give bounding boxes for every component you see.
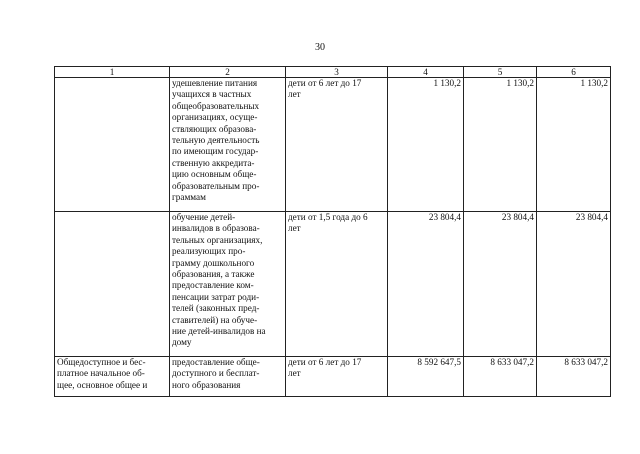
- table-row: [55, 78, 611, 212]
- column-header-2: 2: [170, 67, 286, 78]
- header-row: [55, 67, 611, 78]
- amount-cell: 8 633 047,2: [537, 357, 611, 397]
- recipients-cell: дети от 6 лет до 17 лет: [286, 357, 388, 397]
- amount-cell: 23 804,4: [537, 212, 611, 357]
- budget-table: [54, 66, 611, 397]
- column-header-1: 1: [55, 67, 170, 78]
- table-row: [55, 212, 611, 357]
- category-cell: Общедоступное и бес- платное начальное об- щее, основное общее и: [55, 357, 170, 397]
- amount-cell: 1 130,2: [537, 78, 611, 212]
- amount-cell: 1 130,2: [464, 78, 537, 212]
- service-cell: обучение детей- инвалидов в образова- тельных организациях, реализующих про- грамму дошкольного образования, а также предоставление ком- пенсации затрат роди- телей (законных пред- ставителей) на обуче- ние детей-инвалидов на дому: [170, 212, 286, 357]
- column-header-4: 4: [388, 67, 464, 78]
- column-header-3: 3: [286, 67, 388, 78]
- column-header-5: 5: [464, 67, 537, 78]
- recipients-cell: дети от 6 лет до 17 лет: [286, 78, 388, 212]
- recipients-cell: дети от 1,5 года до 6 лет: [286, 212, 388, 357]
- category-cell: [55, 78, 170, 212]
- amount-cell: 1 130,2: [388, 78, 464, 212]
- amount-cell: 8 633 047,2: [464, 357, 537, 397]
- column-header-6: 6: [537, 67, 611, 78]
- amount-cell: 8 592 647,5: [388, 357, 464, 397]
- service-cell: предоставление обще- доступного и бесплат- ного образования: [170, 357, 286, 397]
- service-cell: удешевление питания учащихся в частных общеобразовательных организациях, осуще- ствляющих образова- тельную деятельность по имеющим государ- ственную аккредита- цию основным обще- образовательным про- граммам: [170, 78, 286, 212]
- page-number: 30: [315, 42, 325, 53]
- amount-cell: 23 804,4: [464, 212, 537, 357]
- amount-cell: 23 804,4: [388, 212, 464, 357]
- table-row: [55, 357, 611, 397]
- category-cell: [55, 212, 170, 357]
